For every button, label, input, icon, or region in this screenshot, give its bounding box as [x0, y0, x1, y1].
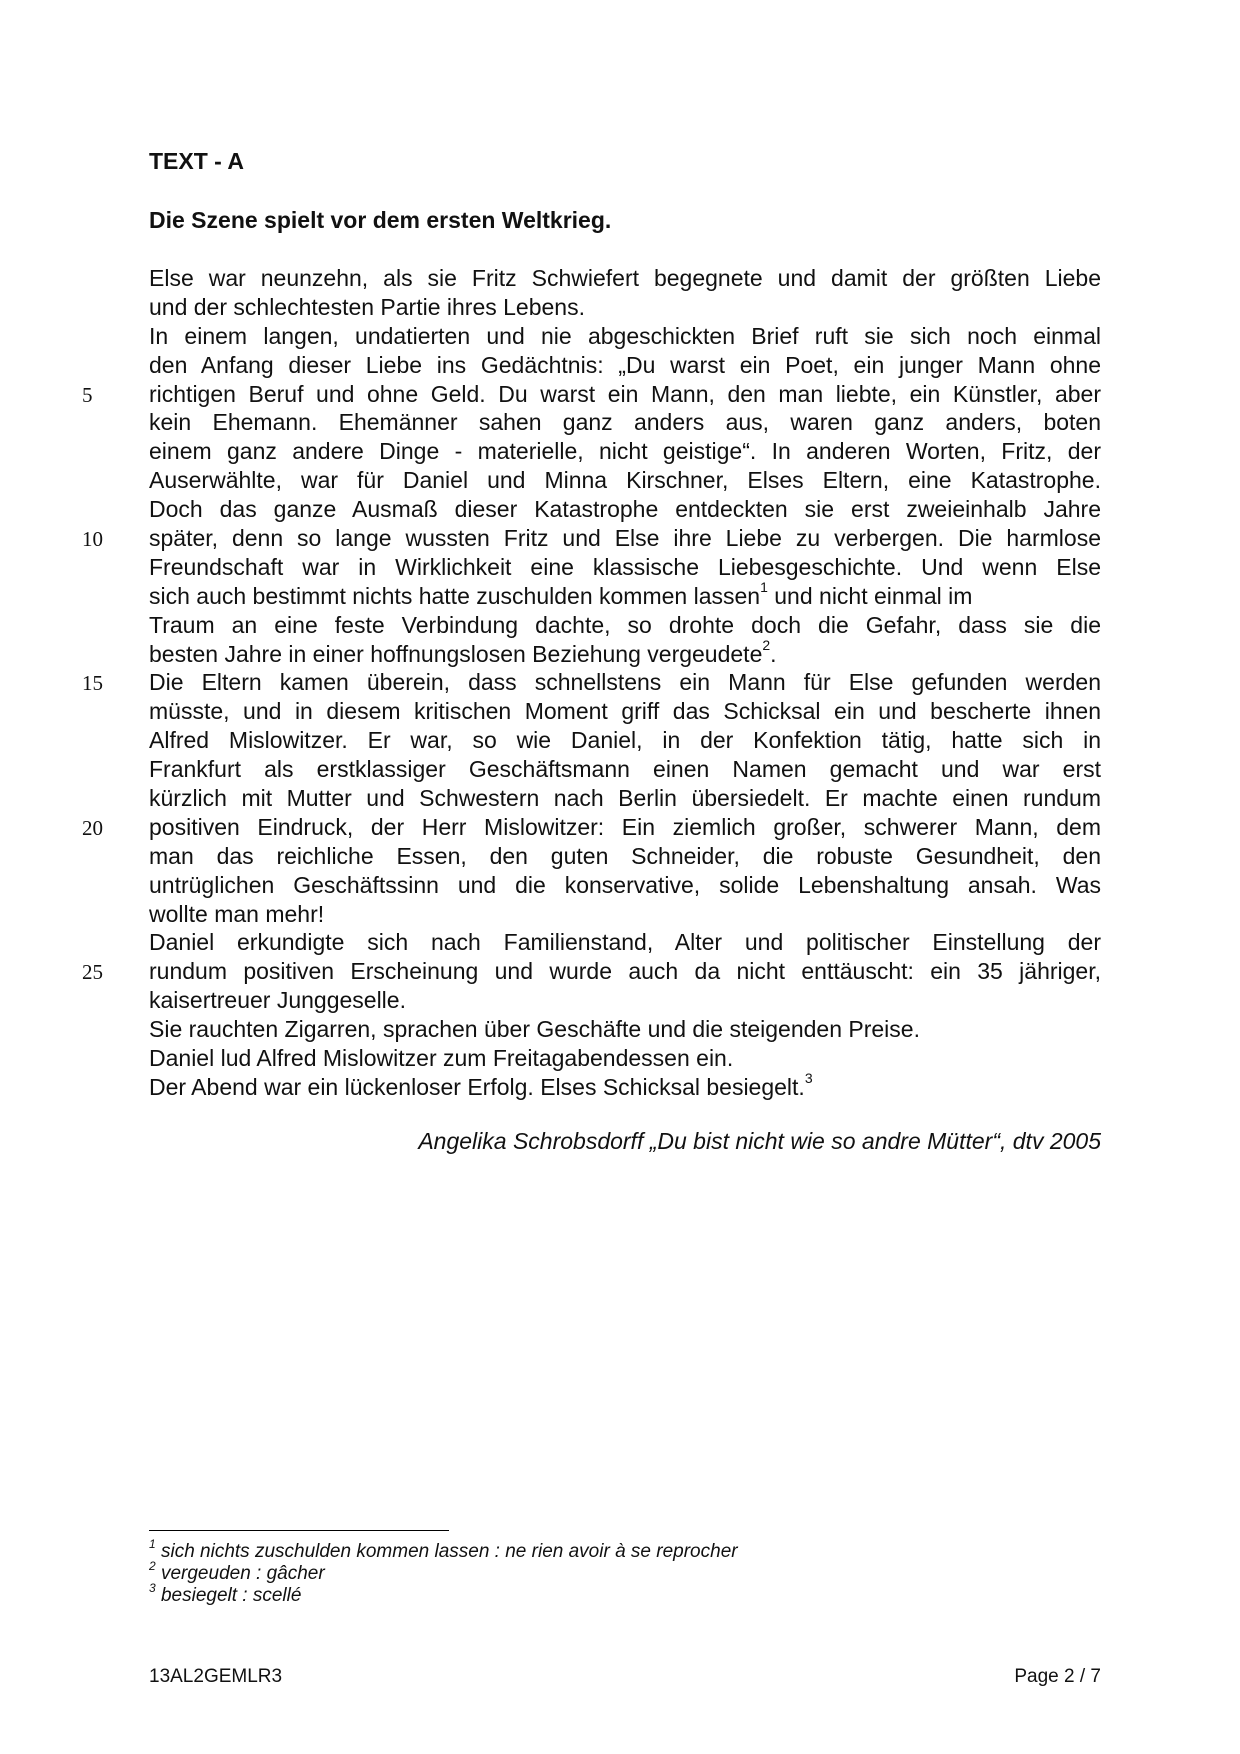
text-line-23: wollte man mehr! — [149, 901, 325, 927]
footnote-3 — [149, 1580, 302, 1607]
footnote-1 — [149, 1536, 738, 1563]
text-line-14 — [149, 637, 1101, 669]
footnote-2 — [149, 1558, 325, 1585]
text-line-9: Doch das ganze Ausmaß dieser Katastrophe entdeckten sie erst zweieinhalb Jahre — [149, 496, 1101, 522]
footnote-divider — [149, 1530, 449, 1531]
footnote-2-number: 2 — [149, 1558, 156, 1573]
text-line-27: Sie rauchten Zigarren, sprachen über Geschäfte und die steigenden Preise. — [149, 1016, 920, 1042]
text-heading: TEXT - A — [149, 148, 244, 174]
scene-subheading: Die Szene spielt vor dem ersten Weltkrieg. — [149, 207, 612, 233]
text-line-14-end: . — [770, 641, 777, 667]
line-number-10: 10 — [82, 527, 103, 551]
text-line-19: kürzlich mit Mutter und Schwestern nach Berlin übersiedelt. Er machte einen rundum — [149, 785, 1101, 811]
text-line-11: Freundschaft war in Wirklichkeit eine klassische Liebesgeschichte. Und wenn Else — [149, 554, 1101, 580]
text-line-6: kein Ehemann. Ehemänner sahen ganz anders aus, waren ganz anders, boten — [149, 409, 1101, 435]
text-line-5: richtigen Beruf und ohne Geld. Du warst ein Mann, den man liebte, ein Künstler, aber — [149, 381, 1101, 407]
text-line-2: und der schlechtesten Partie ihres Lebens. — [149, 294, 585, 320]
footnote-ref-2: 2 — [762, 637, 771, 654]
text-line-4: den Anfang dieser Liebe ins Gedächtnis: „Du warst ein Poet, ein junger Mann ohne — [149, 352, 1101, 378]
footnote-ref-3: 3 — [804, 1070, 813, 1087]
text-line-28: Daniel lud Alfred Mislowitzer zum Freitagabendessen ein. — [149, 1045, 734, 1071]
text-line-15: Die Eltern kamen überein, dass schnellstens ein Mann für Else gefunden werden — [149, 669, 1101, 695]
page-number: Page 2 / 7 — [1014, 1666, 1101, 1687]
text-line-22: untrüglichen Geschäftssinn und die konservative, solide Lebenshaltung ansah. Was — [149, 872, 1101, 898]
text-line-7: einem ganz andere Dinge - materielle, nicht geistige“. In anderen Worten, Fritz, der — [149, 438, 1101, 464]
footnote-ref-1: 1 — [760, 579, 768, 596]
text-line-12 — [149, 579, 1101, 611]
text-line-12-start: sich auch bestimmt nichts hatte zuschulden kommen lassen — [149, 583, 761, 609]
source-citation: Angelika Schrobsdorff „Du bist nicht wie so andre Mütter“, dtv 2005 — [418, 1128, 1101, 1154]
text-line-26: kaisertreuer Junggeselle. — [149, 987, 406, 1013]
footnote-1-number: 1 — [149, 1536, 156, 1551]
text-line-3: In einem langen, undatierten und nie abgeschickten Brief ruft sie sich noch einmal — [149, 323, 1101, 349]
text-line-18: Frankfurt als erstklassiger Geschäftsmann einen Namen gemacht und war erst — [149, 756, 1101, 782]
footnote-1-text: sich nichts zuschulden kommen lassen : ne rien avoir à se reprocher — [160, 1541, 738, 1562]
footnote-2-text: vergeuden : gâcher — [160, 1563, 325, 1584]
text-line-29 — [149, 1070, 1101, 1102]
text-line-17: Alfred Mislowitzer. Er war, so wie Daniel, in der Konfektion tätig, hatte sich in — [149, 727, 1101, 753]
text-line-20: positiven Eindruck, der Herr Mislowitzer: Ein ziemlich großer, schwerer Mann, dem — [149, 814, 1101, 840]
footnote-3-number: 3 — [149, 1580, 156, 1595]
text-line-24: Daniel erkundigte sich nach Familienstand, Alter und politischer Einstellung der — [149, 929, 1101, 955]
line-number-25: 25 — [82, 960, 103, 984]
text-line-29-start: Der Abend war ein lückenloser Erfolg. Elses Schicksal besiegelt. — [149, 1074, 805, 1100]
text-line-13: Traum an eine feste Verbindung dachte, so drohte doch die Gefahr, dass sie die — [149, 612, 1101, 638]
line-number-15: 15 — [82, 671, 103, 695]
line-number-20: 20 — [82, 816, 103, 840]
text-line-8: Auserwählte, war für Daniel und Minna Kirschner, Elses Eltern, eine Katastrophe. — [149, 467, 1101, 493]
text-line-10: später, denn so lange wussten Fritz und Else ihre Liebe zu verbergen. Die harmlose — [149, 525, 1101, 551]
text-line-21: man das reichliche Essen, den guten Schneider, die robuste Gesundheit, den — [149, 843, 1101, 869]
text-line-1: Else war neunzehn, als sie Fritz Schwiefert begegnete und damit der größten Liebe — [149, 265, 1101, 291]
text-line-25: rundum positiven Erscheinung und wurde auch da nicht enttäuscht: ein 35 jähriger, — [149, 958, 1101, 984]
text-line-12-end: und nicht einmal im — [767, 583, 973, 609]
footnote-3-text: besiegelt : scellé — [160, 1585, 302, 1606]
text-line-14-start: besten Jahre in einer hoffnungslosen Beziehung vergeudete — [149, 641, 763, 667]
text-line-16: müsste, und in diesem kritischen Moment griff das Schicksal ein und bescherte ihnen — [149, 698, 1101, 724]
line-number-5: 5 — [82, 383, 93, 407]
document-code: 13AL2GEMLR3 — [149, 1666, 283, 1687]
